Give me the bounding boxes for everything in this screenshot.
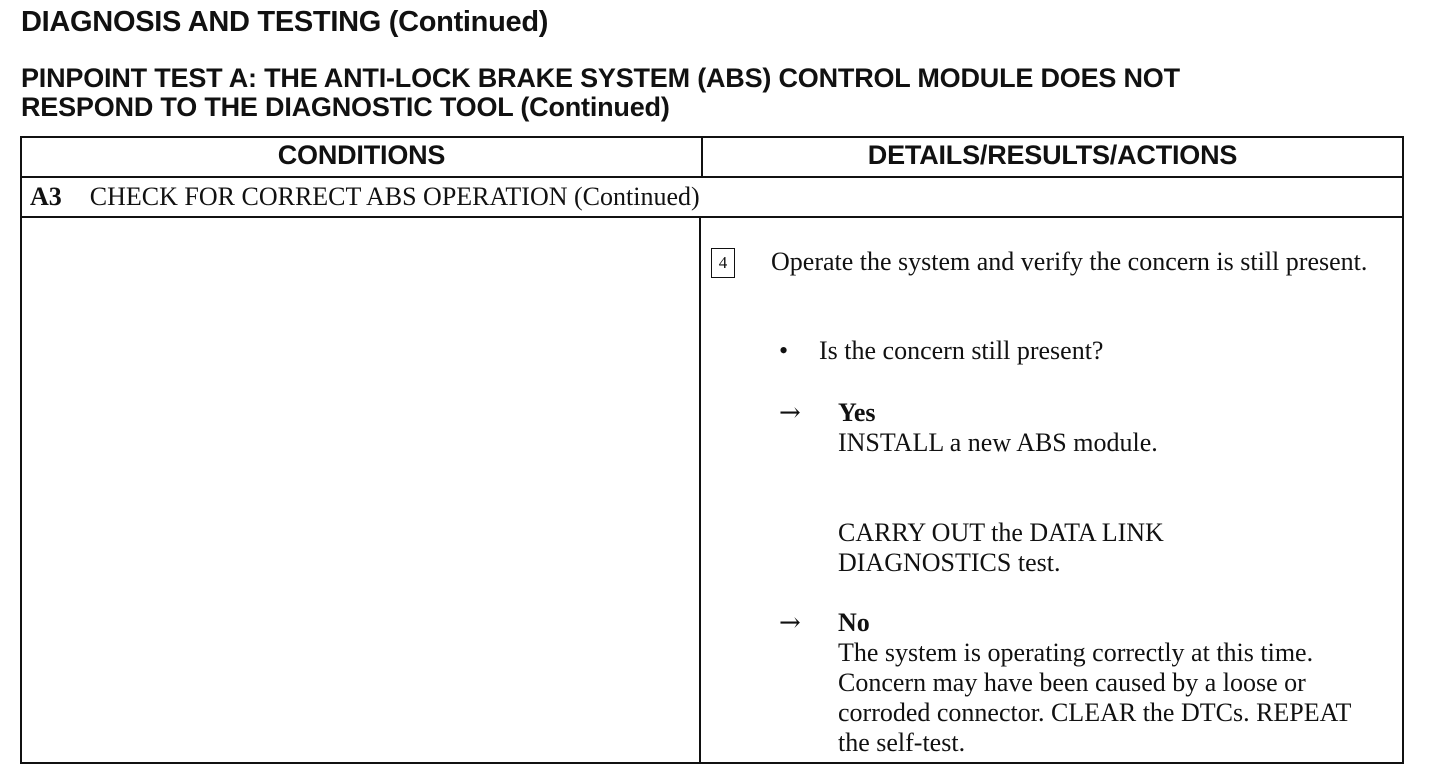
- conditions-column-header: CONDITIONS: [277, 140, 446, 170]
- substep-number-box: 4: [711, 248, 735, 278]
- details-column-header: DETAILS/RESULTS/ACTIONS: [867, 140, 1238, 170]
- arrow-right-icon: →: [779, 608, 801, 638]
- yes-answer: [838, 398, 1398, 578]
- step-title: CHECK FOR CORRECT ABS OPERATION (Continued): [89, 182, 700, 211]
- no-action: The system is operating correctly at this time. Concern may have been caused by a loose or corroded connector. CLEAR the DTCs. REPEAT the self-test.: [838, 638, 1351, 757]
- test-title-line-2: RESPOND TO THE DIAGNOSTIC TOOL (Continued): [21, 92, 670, 122]
- substep-instruction: Operate the system and verify the concern is still present.: [771, 247, 1368, 276]
- yes-label: Yes: [838, 398, 876, 427]
- page-title: DIAGNOSIS AND TESTING (Continued): [21, 6, 549, 38]
- yes-action-1: INSTALL a new ABS module.: [838, 428, 1158, 457]
- no-answer: [838, 608, 1383, 758]
- header-divider: [22, 176, 1402, 178]
- no-label: No: [838, 608, 870, 637]
- pinpoint-test-table: [20, 136, 1404, 764]
- bullet-icon: •: [779, 336, 789, 365]
- yes-action-2: CARRY OUT the DATA LINK DIAGNOSTICS test.: [838, 518, 1164, 577]
- test-title: [21, 64, 1421, 122]
- substep-question: Is the concern still present?: [819, 336, 1104, 365]
- step-id: A3: [30, 182, 62, 211]
- step-row: [30, 182, 700, 212]
- details-cell: [701, 218, 1402, 762]
- arrow-right-icon: →: [779, 398, 801, 428]
- test-title-line-1: PINPOINT TEST A: THE ANTI-LOCK BRAKE SYSTEM (ABS) CONTROL MODULE DOES NOT: [21, 63, 1180, 93]
